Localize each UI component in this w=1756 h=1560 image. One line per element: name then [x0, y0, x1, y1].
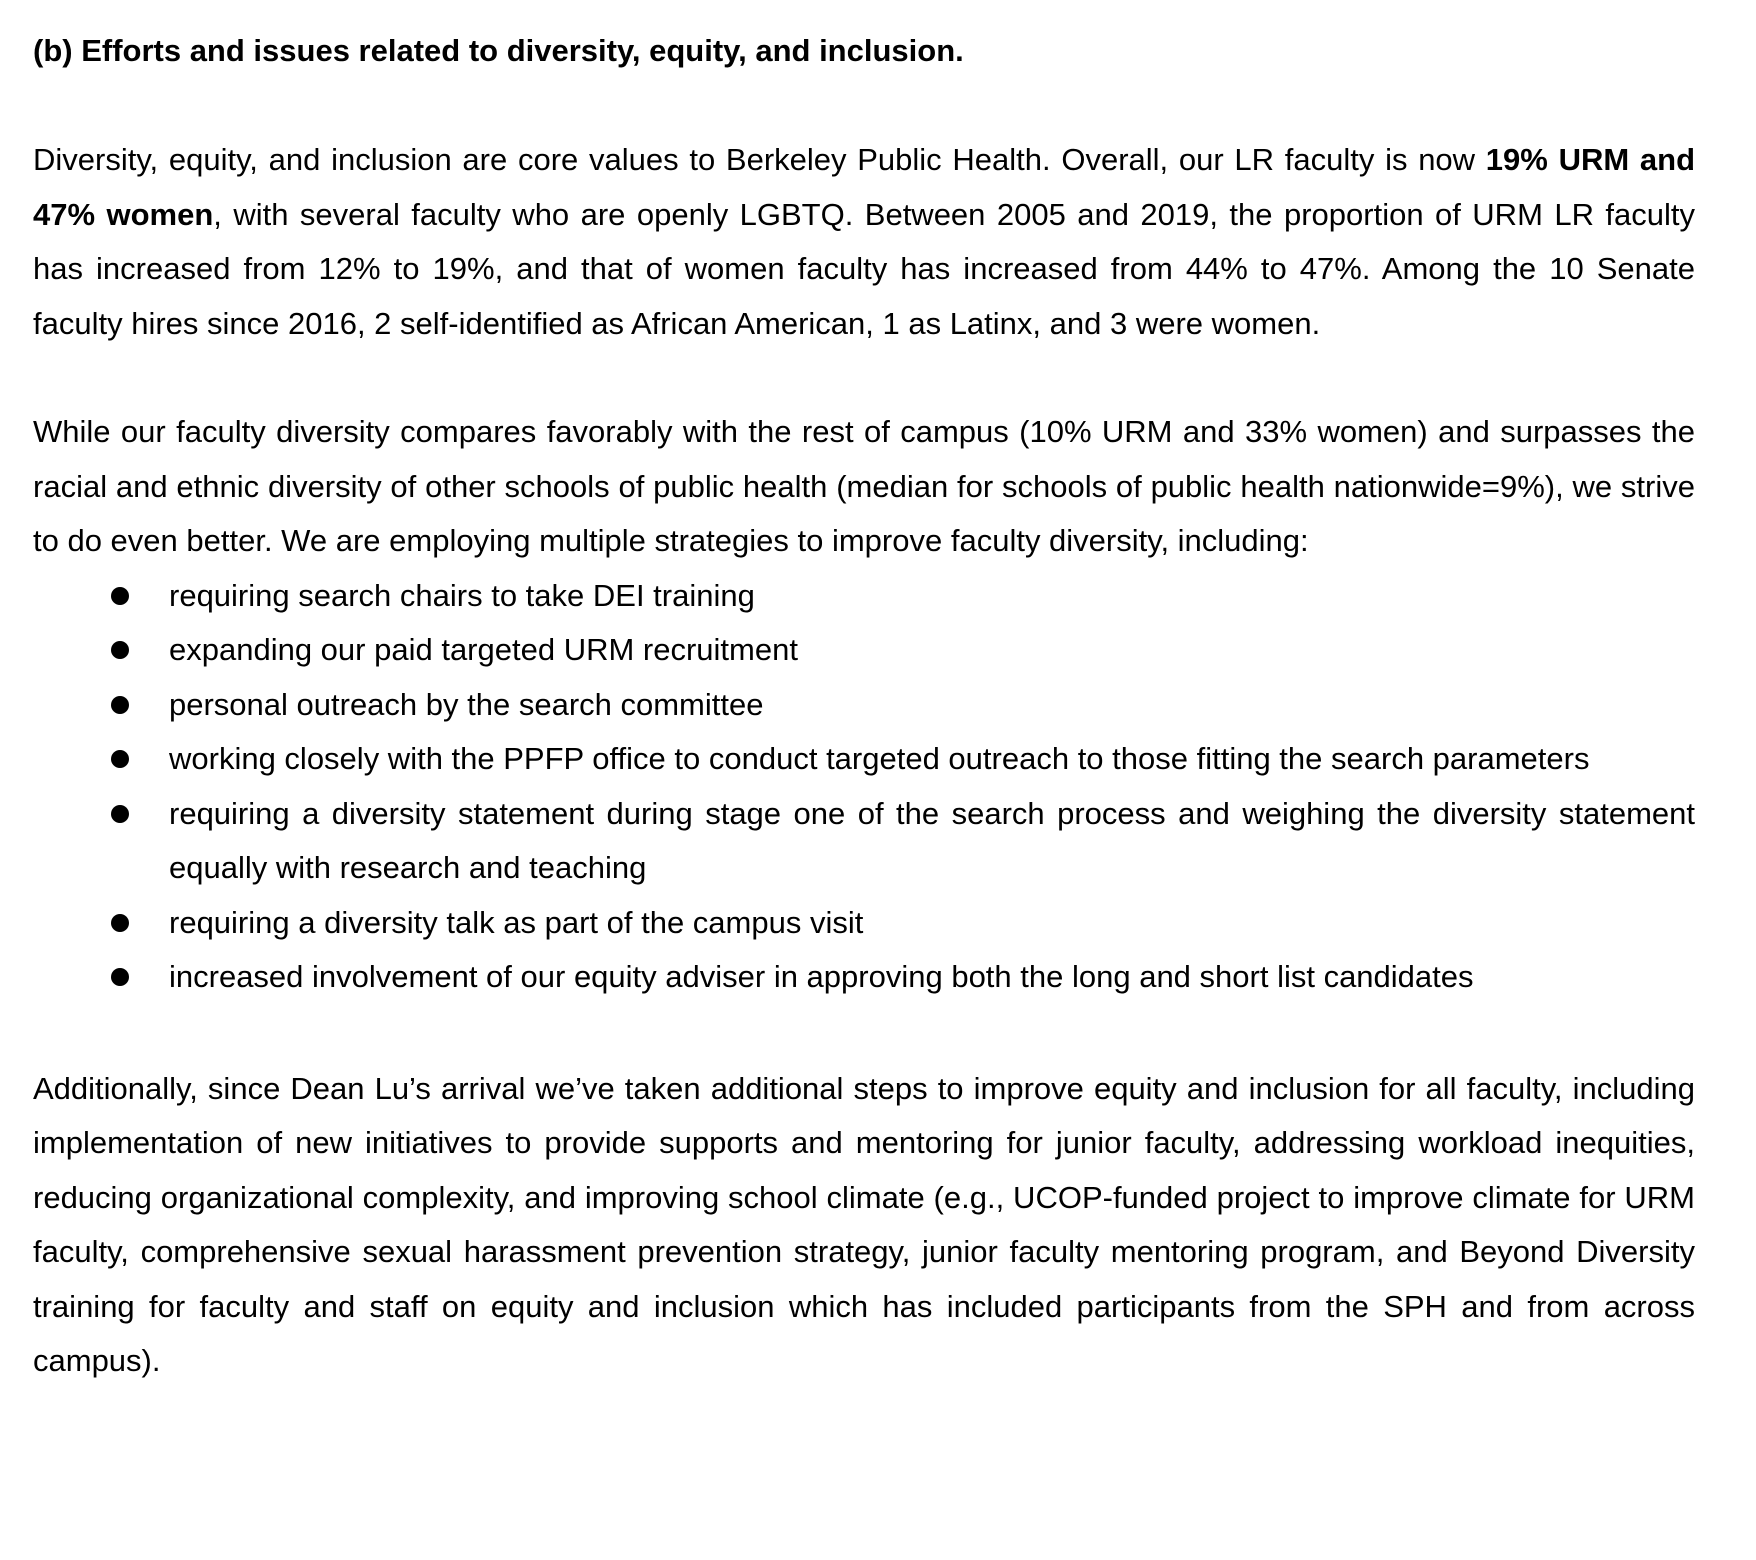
list-item	[33, 732, 1695, 787]
list-item-text: requiring search chairs to take DEI training	[169, 577, 755, 613]
document-page	[33, 26, 1695, 1389]
list-item-text: personal outreach by the search committee	[169, 686, 764, 722]
list-item	[33, 678, 1695, 733]
bullet-icon	[111, 968, 129, 986]
list-item-text: working closely with the PPFP office to conduct targeted outreach to those fitting the search parameters	[169, 741, 1590, 776]
list-item-text: expanding our paid targeted URM recruitment	[169, 632, 798, 667]
spacer	[33, 1005, 1695, 1062]
spacer	[33, 351, 1695, 405]
paragraph-overview-rest: , with several faculty who are openly LGBTQ. Between 2005 and 2019, the proportion of URM LR faculty has increased from 12% to 19%, and that of women faculty has increased from 44% to 47%. Among the 10 Senate faculty hires since 2016, 2 self-identified as African American, 1 as Latinx, and 3 were women.	[33, 196, 1695, 341]
bullet-icon	[111, 696, 129, 714]
list-item-text: increased involvement of our equity adviser in approving both the long and short list candidates	[169, 959, 1474, 994]
paragraph-overview-intro: Diversity, equity, and inclusion are core values to Berkeley Public Health. Overall, our LR faculty is now	[33, 142, 1486, 177]
list-item	[33, 950, 1695, 1005]
paragraph-overview	[33, 133, 1695, 351]
list-item	[33, 787, 1695, 896]
bullet-icon	[111, 805, 129, 823]
list-item	[33, 569, 1695, 624]
list-item-text: requiring a diversity talk as part of the campus visit	[169, 904, 864, 940]
list-item	[33, 896, 1695, 951]
paragraph-strategies: While our faculty diversity compares favorably with the rest of campus (10% URM and 33% women) and surpasses the racial and ethnic diversity of other schools of public health (median for schools of public health nationwide=9%), we strive to do even better. We are employing multiple strategies to improve faculty diversity, including:	[33, 414, 1695, 558]
section-heading: (b) Efforts and issues related to diversity, equity, and inclusion.	[33, 33, 964, 68]
bullet-icon	[111, 914, 129, 932]
list-item-text: requiring a diversity statement during stage one of the search process and weighing the diversity statement equally with research and teaching	[169, 795, 1695, 885]
bullet-icon	[111, 587, 129, 605]
paragraph-additional-steps: Additionally, since Dean Lu’s arrival we’ve taken additional steps to improve equity and inclusion for all faculty, including implementation of new initiatives to provide supports and mentoring for junior faculty, addressing workload inequities, reducing organizational complexity, and improving school climate (e.g., UCOP-funded project to improve climate for URM faculty, comprehensive sexual harassment prevention strategy, junior faculty mentoring program, and Beyond Diversity training for faculty and staff on equity and inclusion which has included participants from the SPH and from across campus).	[33, 1070, 1695, 1378]
paragraph-overview-highlight: 19% URM and 47% women	[33, 142, 1696, 232]
bullet-icon	[111, 750, 129, 768]
list-item	[33, 623, 1695, 678]
spacer	[33, 76, 1695, 133]
strategy-list	[33, 569, 1695, 1005]
bullet-icon	[111, 641, 129, 659]
